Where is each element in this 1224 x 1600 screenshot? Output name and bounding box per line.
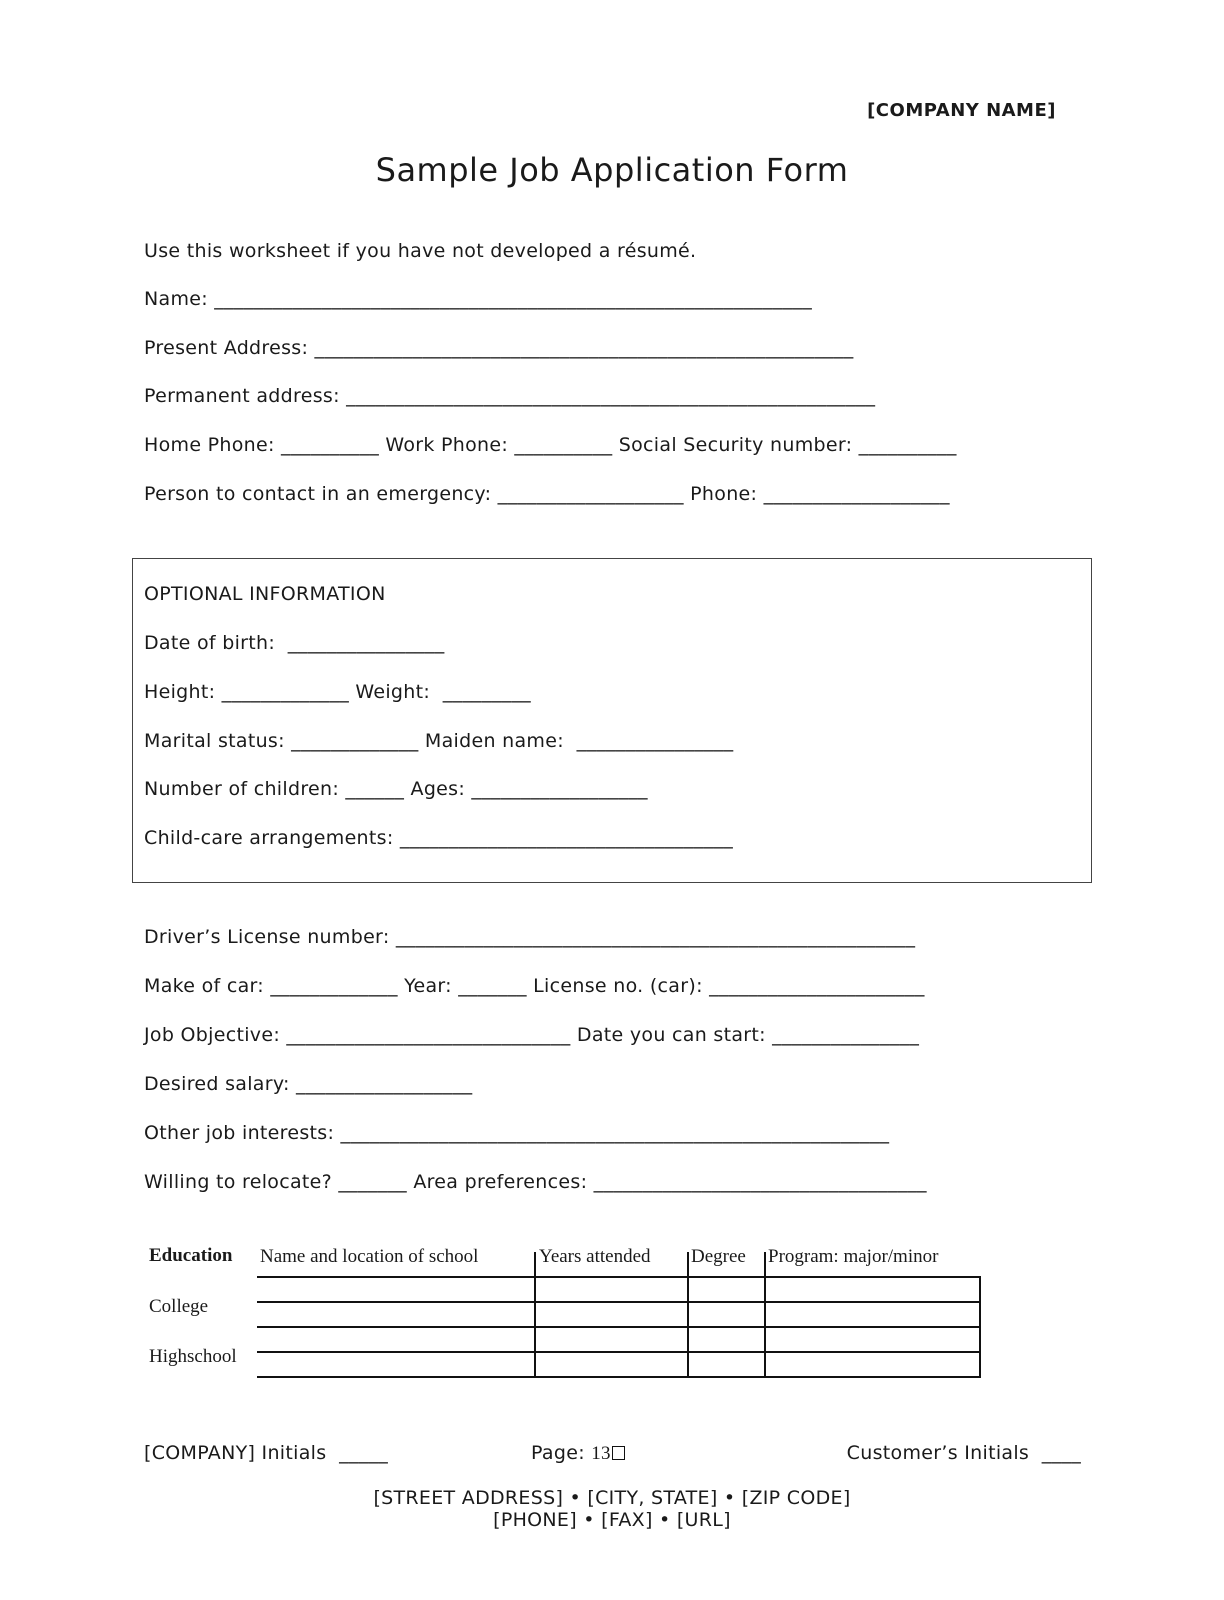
drivers-license-field[interactable]: Driver’s License number: _____________________________________________________ (144, 926, 916, 948)
height-weight-field[interactable]: Height: _____________ Weight: _________ (144, 681, 531, 703)
present-address-field[interactable]: Present Address: _______________________________________________________ (144, 337, 854, 359)
table-divider (979, 1276, 981, 1378)
marital-status-field[interactable]: Marital status: _____________ Maiden name: ________________ (144, 730, 734, 752)
page-number: 13 (591, 1443, 611, 1464)
page-title: Sample Job Application Form (375, 151, 849, 189)
row-college: College (149, 1296, 209, 1317)
optional-heading: OPTIONAL INFORMATION (144, 583, 386, 605)
table-divider (687, 1252, 689, 1378)
page-label: Page: (531, 1442, 592, 1464)
children-field[interactable]: Number of children: ______ Ages: __________________ (144, 778, 648, 800)
table-rule (257, 1326, 981, 1328)
table-rule (257, 1376, 981, 1378)
desired-salary-field[interactable]: Desired salary: __________________ (144, 1073, 473, 1095)
company-initials-field[interactable]: [COMPANY] Initials _____ (144, 1442, 389, 1464)
emergency-contact-field[interactable]: Person to contact in an emergency: ___________________ Phone: ___________________ (144, 483, 950, 505)
column-school: Name and location of school (260, 1246, 479, 1267)
table-divider (764, 1252, 766, 1378)
table-divider (534, 1252, 536, 1378)
table-rule (257, 1351, 981, 1353)
phone-fields[interactable]: Home Phone: __________ Work Phone: __________ Social Security number: __________ (144, 434, 957, 456)
other-interests-field[interactable]: Other job interests: ________________________________________________________ (144, 1122, 890, 1144)
permanent-address-field[interactable]: Permanent address: ______________________________________________________ (144, 385, 876, 407)
date-of-birth-field[interactable]: Date of birth: ________________ (144, 632, 445, 654)
childcare-field[interactable]: Child-care arrangements: __________________________________ (144, 827, 734, 849)
column-degree: Degree (691, 1246, 746, 1267)
address-line: [STREET ADDRESS] • [CITY, STATE] • [ZIP CODE] (373, 1487, 851, 1509)
table-rule (257, 1301, 981, 1303)
car-field[interactable]: Make of car: _____________ Year: _______ License no. (car): ______________________ (144, 975, 925, 997)
customer-initials-field[interactable]: Customer’s Initials ____ (846, 1442, 1081, 1464)
contact-line: [PHONE] • [FAX] • [URL] (493, 1509, 731, 1531)
missing-glyph-icon (612, 1446, 625, 1460)
education-heading: Education (149, 1245, 233, 1266)
job-objective-field[interactable]: Job Objective: _____________________________ Date you can start: _______________ (144, 1024, 920, 1046)
table-rule (257, 1276, 981, 1278)
relocate-field[interactable]: Willing to relocate? _______ Area preferences: __________________________________ (144, 1171, 927, 1193)
intro-text: Use this worksheet if you have not developed a résumé. (144, 240, 697, 262)
column-program: Program: major/minor (768, 1246, 939, 1267)
column-years: Years attended (539, 1246, 651, 1267)
row-highschool: Highschool (149, 1346, 237, 1367)
company-name: [COMPANY NAME] (867, 100, 1056, 121)
name-field[interactable]: Name: _____________________________________________________________ (144, 288, 813, 310)
page-indicator (531, 1442, 625, 1465)
